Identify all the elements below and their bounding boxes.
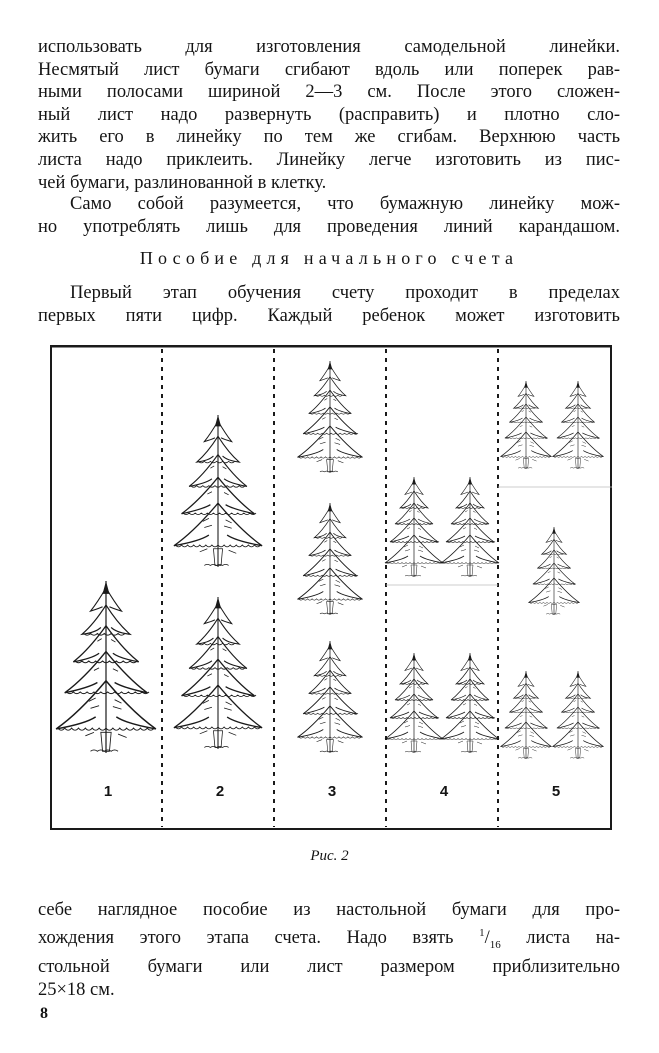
fir-tree-icon [174, 597, 262, 749]
text-line: первых пяти цифр. Каждый ребенок может изготовить [38, 305, 620, 326]
text-line: ный лист надо развернуть (расправить) и плотно сло- [38, 104, 620, 125]
fir-tree-icon [552, 671, 603, 759]
fir-tree-icon [298, 361, 363, 473]
text-line: Несмятый лист бумаги сгибают вдоль или поперек рав- [38, 59, 620, 80]
text-line: себе наглядное пособие из настольной бумаги для про- [38, 900, 620, 920]
text-line: использовать для изготовления самодельной линейки. [38, 37, 620, 57]
counting-aid-figure [50, 345, 612, 830]
column-number-label: 2 [215, 783, 225, 800]
figure-caption: Рис. 2 [310, 848, 349, 864]
text-fragment: хождения этого этапа счета. Надо взять [38, 927, 480, 948]
fir-tree-icon [385, 653, 443, 753]
text-line: жить его в линейку по тем же сгибам. Верхнюю часть [38, 127, 620, 148]
paragraph-2 [38, 193, 620, 238]
text-fragment: листа на- [500, 927, 620, 948]
fir-tree-icon [441, 477, 499, 577]
fir-tree-icon [298, 503, 363, 615]
text-line: но употреблять лишь для проведения линий карандашом. [38, 216, 620, 237]
text-line: Первый этап обучения счету проходит в пределах [70, 283, 620, 303]
column-number-label: 5 [551, 783, 561, 800]
text-line: чей бумаги, разлинованной в клетку. [38, 172, 327, 193]
fir-tree-icon [528, 527, 579, 615]
text-line: Само собой разумеется, что бумажную линейку мож- [70, 194, 620, 214]
text-line: стольной бумаги или лист размером приблизительно [38, 957, 620, 978]
text-line: ными полосами шириной 2—3 см. После этого сложен- [38, 82, 620, 103]
section-heading: Пособие для начального счета [139, 248, 519, 268]
paragraph-4 [38, 899, 620, 1001]
fir-tree-icon [56, 581, 156, 753]
fraction-numerator: 1 [479, 926, 485, 939]
paragraph-1 [38, 36, 620, 194]
column-number-label: 3 [327, 783, 337, 800]
text-line: 25×18 см. [38, 979, 115, 1000]
fir-tree-icon [500, 671, 551, 759]
fir-tree-icon [552, 381, 603, 469]
fir-tree-icon [441, 653, 499, 753]
column-number-label: 1 [103, 783, 113, 800]
column-number-label: 4 [439, 783, 449, 800]
paragraph-3 [38, 282, 620, 327]
page-number: 8 [40, 1005, 48, 1022]
fir-tree-icon [174, 415, 262, 567]
text-line: листа надо приклеить. Линейку легче изготовить из пис- [38, 149, 620, 170]
fir-tree-icon [385, 477, 443, 577]
fraction-denominator: 16 [489, 938, 501, 951]
text-line: хождения этого этапа счета. Надо взять $^1/_{16}$ листа на- [38, 926, 620, 951]
fir-tree-icon [298, 641, 363, 753]
fir-tree-icon [500, 381, 551, 469]
